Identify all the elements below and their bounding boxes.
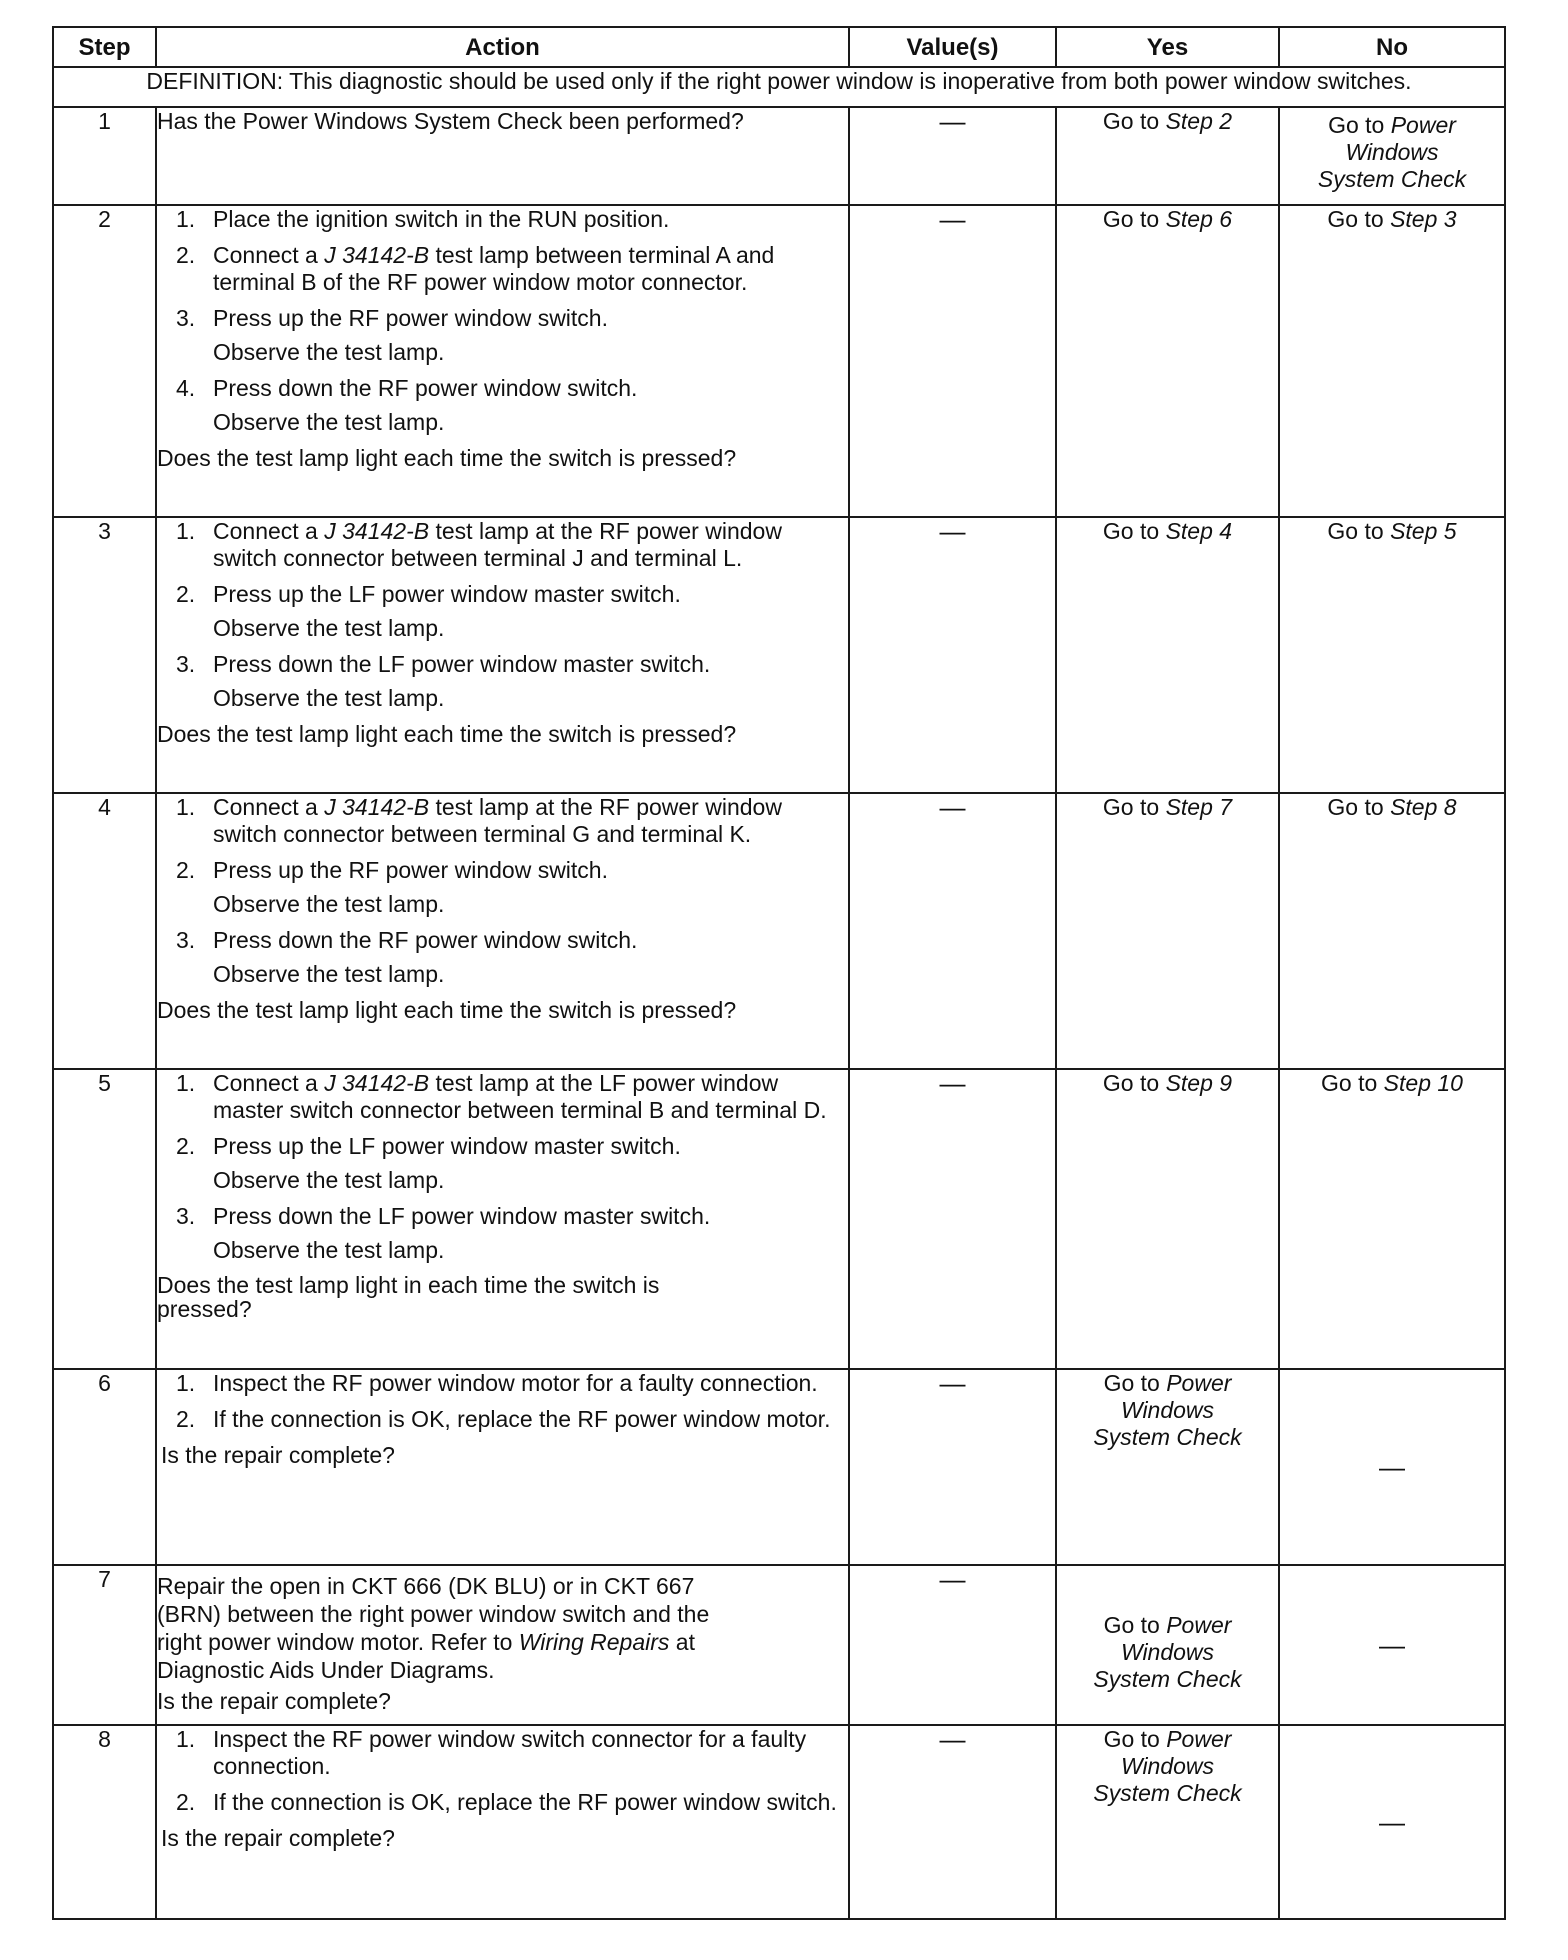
table-row [53, 1725, 1505, 1919]
action-list [157, 375, 848, 402]
observe-text: Observe the test lamp. [213, 339, 445, 365]
list-item: 1. Connect a J 34142-B test lamp at the LF power window master switch connector between terminal B and terminal D. [176, 1070, 827, 1123]
goto-prefix: Go to [1328, 112, 1385, 138]
no-cell [1279, 107, 1505, 205]
table-row [53, 1565, 1505, 1725]
no-cell: — [1279, 1725, 1505, 1919]
yes-cell: Go to Step 4 [1056, 517, 1279, 793]
list-item: 4. Press down the RF power window switch. [176, 375, 638, 401]
pwsc-line1: Power [1390, 112, 1456, 138]
action-cell [156, 517, 849, 793]
definition-text: DEFINITION: This diagnostic should be used only if the right power window is inoperative from both power window switches. [53, 67, 1505, 107]
action-question: Does the test lamp light in each time the switch is pressed? [157, 1272, 660, 1322]
header-yes: Yes [1056, 27, 1279, 67]
header-values: Value(s) [849, 27, 1056, 67]
list-item: 3. Press down the LF power window master switch. [176, 651, 711, 677]
tool-name: J 34142-B [324, 1070, 430, 1096]
action-cell [156, 1565, 849, 1725]
yes-cell: Go to Power Windows System Check [1056, 1565, 1279, 1725]
list-item: 1. Place the ignition switch in the RUN position. [176, 206, 670, 232]
yes-cell: Go to Step 6 [1056, 205, 1279, 517]
list-item: 2. If the connection is OK, replace the RF power window motor. [176, 1406, 831, 1432]
action-question: Does the test lamp light each time the switch is pressed? [157, 721, 737, 747]
observe-text: Observe the test lamp. [213, 1167, 445, 1193]
action-question: Does the test lamp light each time the switch is pressed? [157, 445, 737, 471]
list-item: 2. Press up the LF power window master switch. [176, 1133, 681, 1159]
definition-row [53, 67, 1505, 107]
action-list [157, 1070, 848, 1160]
step-number: 6 [53, 1369, 156, 1565]
no-cell: — [1279, 1565, 1505, 1725]
action-cell [156, 205, 849, 517]
step-number: 2 [53, 205, 156, 517]
list-item: 1. Inspect the RF power window motor for a faulty connection. [176, 1370, 818, 1396]
table-row [53, 205, 1505, 517]
table-row [53, 793, 1505, 1069]
value-cell: — [849, 1725, 1056, 1919]
no-cell: Go to Step 8 [1279, 793, 1505, 1069]
yes-cell: Go to Step 7 [1056, 793, 1279, 1069]
value-cell: — [849, 1369, 1056, 1565]
action-text: Repair the open in CKT 666 (DK BLU) or in CKT 667 (BRN) between the right power window switch and the right power window motor. Refer to Wiring Repairs at Diagnostic Aids Under Diagrams. [157, 1573, 710, 1683]
action-cell [156, 793, 849, 1069]
action-list [157, 518, 848, 608]
step-number: 3 [53, 517, 156, 793]
observe-text: Observe the test lamp. [213, 1237, 445, 1263]
action-list [157, 927, 848, 954]
yes-cell: Go to Power Windows System Check [1056, 1725, 1279, 1919]
list-item: 3. Press down the RF power window switch. [176, 927, 638, 953]
action-list [157, 794, 848, 884]
list-item: 3. Press down the LF power window master switch. [176, 1203, 711, 1229]
action-cell [156, 1725, 849, 1919]
yes-cell: Go to Step 9 [1056, 1069, 1279, 1369]
diagnostic-table [52, 26, 1506, 1920]
action-list [157, 651, 848, 678]
tool-name: J 34142-B [324, 242, 430, 268]
step-number: 1 [53, 107, 156, 205]
table-row [53, 107, 1505, 205]
action-question: Is the repair complete? [157, 1688, 391, 1714]
value-cell: — [849, 205, 1056, 517]
value-cell: — [849, 107, 1056, 205]
action-text: Has the Power Windows System Check been performed? [157, 108, 744, 134]
action-list [157, 1726, 848, 1816]
list-item: 2. Press up the LF power window master switch. [176, 581, 681, 607]
observe-text: Observe the test lamp. [213, 961, 445, 987]
no-cell: — [1279, 1369, 1505, 1565]
table-row [53, 517, 1505, 793]
value-cell: — [849, 1069, 1056, 1369]
list-item: 2. Press up the RF power window switch. [176, 857, 608, 883]
table-row [53, 1069, 1505, 1369]
action-question: Is the repair complete? [161, 1825, 395, 1851]
action-list [157, 1203, 848, 1230]
action-cell [156, 107, 849, 205]
list-item: 1. Connect a J 34142-B test lamp at the RF power window switch connector between terminal G and terminal K. [176, 794, 782, 847]
yes-cell [1056, 107, 1279, 205]
step-number: 4 [53, 793, 156, 1069]
observe-text: Observe the test lamp. [213, 615, 445, 641]
reference-link-text: Wiring Repairs [518, 1629, 670, 1655]
header-no: No [1279, 27, 1505, 67]
observe-text: Observe the test lamp. [213, 409, 445, 435]
observe-text: Observe the test lamp. [213, 891, 445, 917]
action-question: Does the test lamp light each time the switch is pressed? [157, 997, 737, 1023]
step-number: 8 [53, 1725, 156, 1919]
value-cell: — [849, 793, 1056, 1069]
yes-cell: Go to Power Windows System Check [1056, 1369, 1279, 1565]
no-cell: Go to Step 10 [1279, 1069, 1505, 1369]
list-item: 2. Connect a J 34142-B test lamp between terminal A and terminal B of the RF power window motor connector. [176, 242, 775, 295]
header-action: Action [156, 27, 849, 67]
pwsc-line3: System Check [1317, 166, 1467, 192]
list-item: 1. Inspect the RF power window switch connector for a faulty connection. [176, 1726, 807, 1779]
value-cell: — [849, 1565, 1056, 1725]
header-row [53, 27, 1505, 67]
action-list [157, 206, 848, 332]
header-step: Step [53, 27, 156, 67]
no-cell: Go to Step 5 [1279, 517, 1505, 793]
pwsc-line2: Windows [1345, 139, 1439, 165]
no-cell: Go to Step 3 [1279, 205, 1505, 517]
value-cell: — [849, 517, 1056, 793]
step-number: 5 [53, 1069, 156, 1369]
action-list [157, 1370, 848, 1433]
tool-name: J 34142-B [324, 518, 430, 544]
action-cell [156, 1369, 849, 1565]
observe-text: Observe the test lamp. [213, 685, 445, 711]
tool-name: J 34142-B [324, 794, 430, 820]
goto-prefix: Go to [1102, 108, 1160, 134]
table-row [53, 1369, 1505, 1565]
step-number: 7 [53, 1565, 156, 1725]
list-item: 1. Connect a J 34142-B test lamp at the RF power window switch connector between terminal J and terminal L. [176, 518, 782, 571]
action-question: Is the repair complete? [161, 1442, 395, 1468]
action-cell [156, 1069, 849, 1369]
list-item: 3. Press up the RF power window switch. [176, 305, 608, 331]
list-item: 2. If the connection is OK, replace the RF power window switch. [176, 1789, 837, 1815]
goto-step: Step 2 [1165, 108, 1233, 134]
